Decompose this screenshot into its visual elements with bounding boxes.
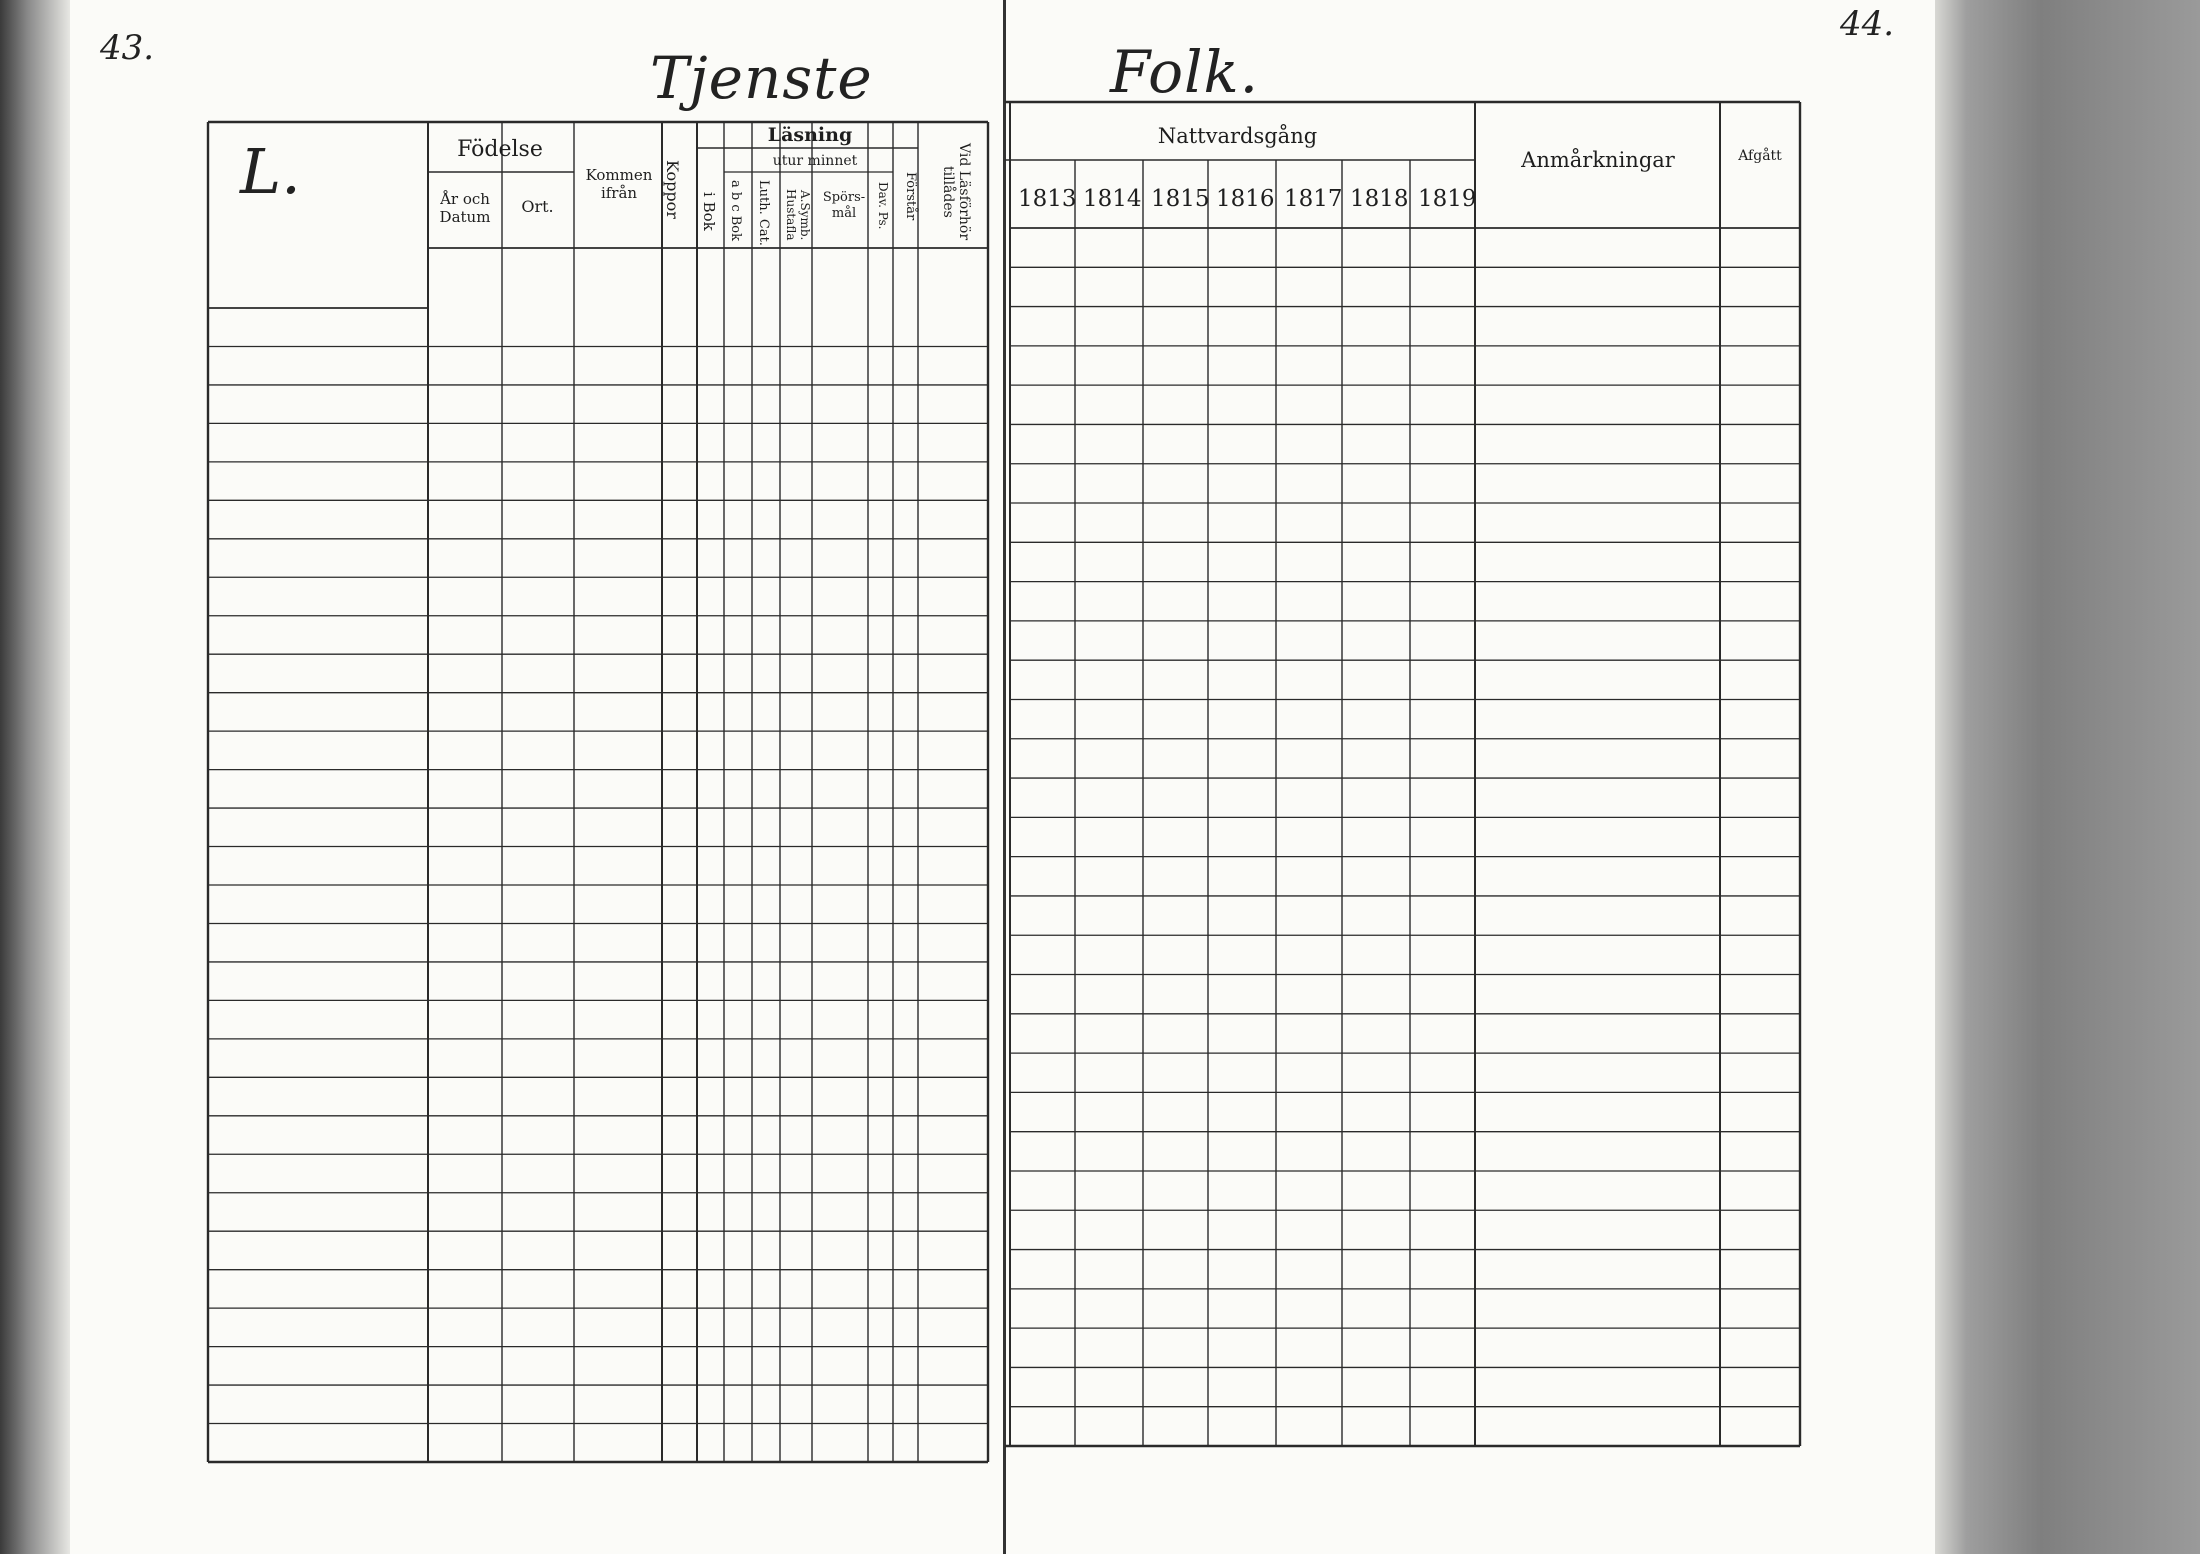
header-afgatt: Afgått (1738, 148, 1782, 164)
header-dav-ps: Dav. Ps. (876, 182, 890, 230)
header-utur-minnet: utur minnet (772, 153, 858, 169)
header-i-bok: i Bok (700, 192, 718, 231)
header-ort: Ort. (521, 197, 554, 216)
year-header-1815: 1815 (1151, 186, 1210, 212)
header-nattvardsgang: Nattvardsgång (1157, 124, 1318, 148)
header-abc-bok: a b c Bok (728, 180, 743, 242)
left-page-number: 43. (100, 28, 155, 68)
header-koppor: Koppor (663, 160, 682, 219)
right-page-number: 44. (1840, 4, 1895, 44)
year-header-1817: 1817 (1284, 186, 1343, 212)
year-header-1813: 1813 (1018, 186, 1077, 212)
header-ar-och-datum: År och Datum (439, 190, 491, 226)
header-kommen-ifran: Kommen ifrån (585, 166, 653, 202)
header-sporsmal: Spörs-mål (822, 190, 866, 221)
right-page-title: Folk. (1110, 38, 1260, 106)
header-fodelse: Födelse (457, 137, 543, 162)
year-header-1818: 1818 (1350, 186, 1409, 212)
header-lasning: Läsning (767, 124, 853, 146)
year-header-1814: 1814 (1083, 186, 1142, 212)
header-luth-cat: Luth. Cat. (756, 180, 771, 246)
left-page-title: Tjenste (650, 44, 873, 112)
header-vid-lasforhor: Vid Läsförhör tillådes (940, 143, 972, 241)
section-letter: L. (240, 135, 301, 208)
year-header-1816: 1816 (1216, 186, 1275, 212)
year-header-1819: 1819 (1418, 186, 1477, 212)
header-a-symb-hustafla: A.Symb. Hustafla (784, 189, 812, 241)
header-anmarkningar: Anmårkningar (1521, 148, 1675, 172)
header-forstar: Förstår (903, 172, 918, 221)
